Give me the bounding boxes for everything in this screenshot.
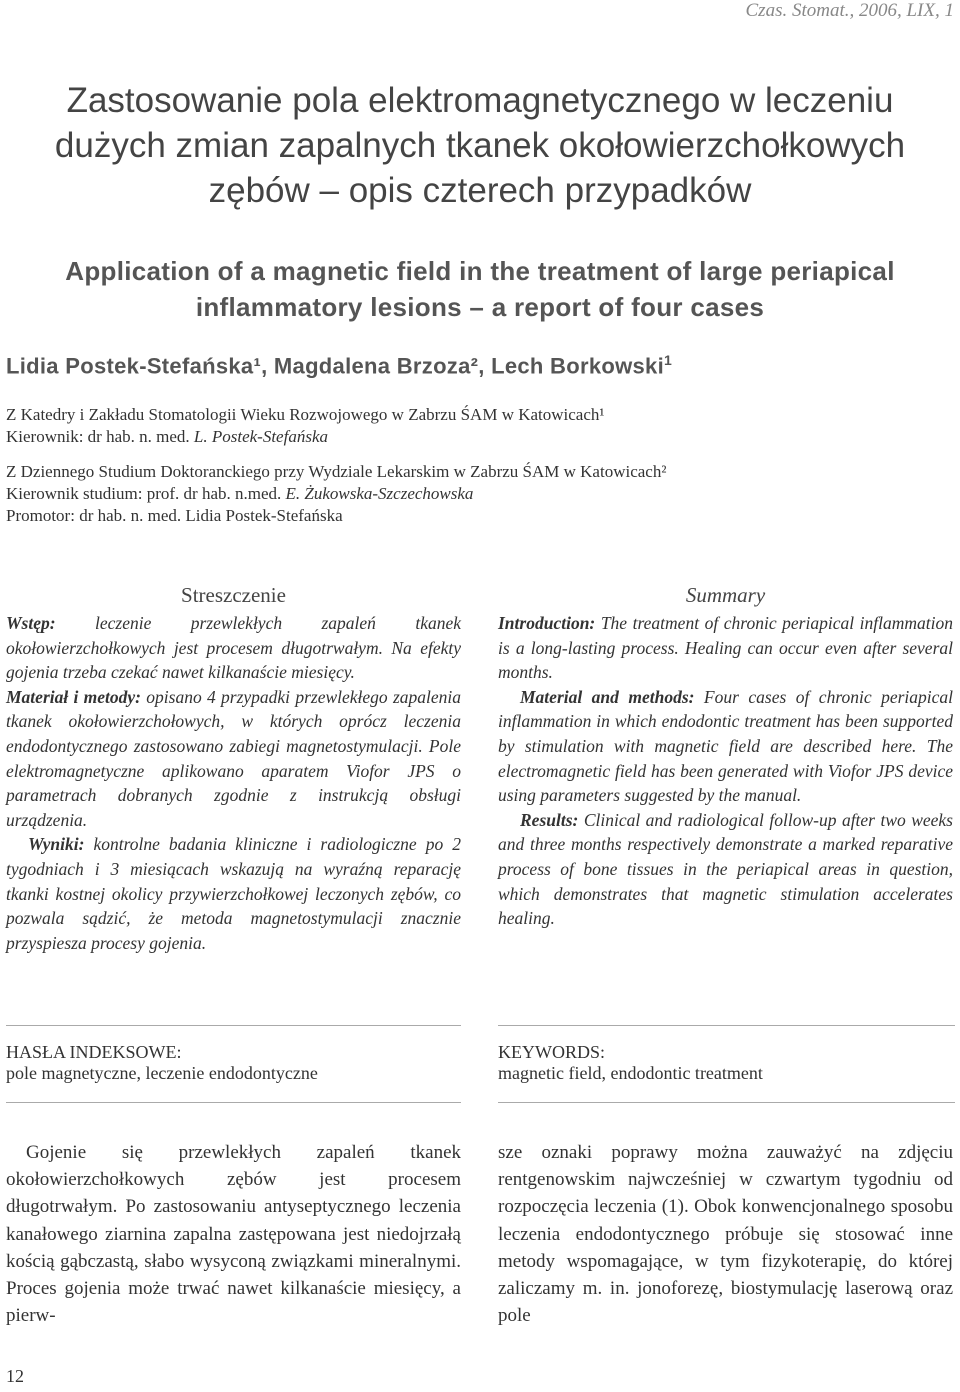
keywords-polish	[6, 1042, 318, 1084]
abstract-label: Introduction:	[498, 613, 596, 633]
abstract-label: Materiał i metody:	[6, 686, 141, 707]
abstract-paragraph	[6, 832, 461, 955]
abstract-paragraph	[498, 808, 953, 931]
title-english-line: Application of a magnetic field in the treatment of large periapical	[65, 256, 895, 286]
affiliation-2	[6, 461, 666, 527]
body-text-right: sze oznaki poprawy można zauważyć na zdjęciu rentgenowskim najwcześniej w czwartym tygodniu od rozpoczęcia leczenia (1). Obok konwencjonalnego sposobu leczenia endodontycznego próbuje się stosować inne metody wspomagające, w tym fizykoterapię, do której zaliczamy m. in. jonoforezę, biostymulację laserową oraz pole	[498, 1142, 953, 1327]
abstract-text: The treatment of chronic periapical inflammation is a long-lasting process. Healing can occur even after several months.	[498, 613, 953, 683]
journal-citation: Czas. Stomat., 2006, LIX, 1	[745, 0, 954, 21]
affiliation-1	[6, 404, 605, 448]
keywords-english	[498, 1042, 763, 1084]
divider-top-left	[6, 1025, 461, 1026]
author-list	[6, 352, 672, 379]
abstract-label: Results:	[520, 809, 579, 830]
affiliation-head-name: E. Żukowska-Szczechowska	[285, 484, 474, 503]
abstract-paragraph	[498, 611, 953, 685]
author-superscript: 1	[664, 352, 673, 368]
affiliation-head-prefix: Kierownik studium: prof. dr hab. n.med.	[6, 484, 286, 503]
abstract-paragraph	[498, 685, 953, 808]
abstract-label: Wyniki:	[28, 834, 85, 855]
title-polish-line: dużych zmian zapalnych tkanek okołowierzchołkowych	[54, 126, 906, 165]
title-polish-line: zębów – opis czterech przypadków	[208, 171, 752, 210]
page-number: 12	[6, 1366, 24, 1386]
abstract-label: Material and methods:	[520, 686, 695, 707]
abstract-english	[498, 583, 953, 931]
title-english	[0, 253, 960, 325]
abstract-body	[498, 611, 953, 931]
keywords-heading: HASŁA INDEKSOWE:	[6, 1042, 182, 1062]
affiliation-promotor: Promotor: dr hab. n. med. Lidia Postek-Stefańska	[6, 506, 343, 525]
abstract-heading: Streszczenie	[181, 583, 286, 607]
abstract-heading: Summary	[685, 583, 766, 607]
abstract-label: Wstęp:	[6, 613, 56, 633]
abstract-text: opisano 4 przypadki przewlekłego zapalenia tkanek okołowierzchołowych, w których oprócz leczenia endodontycznego zastosowano zabiegi magnetostymulacji. Pole elektromagnetyczne aplikowano aparatem Viofor JPS o parametrach dobranych zgodnie z instrukcją obsługi urządzenia.	[6, 686, 461, 830]
keywords-value: pole magnetyczne, leczenie endodontyczne	[6, 1063, 318, 1083]
body-text-left: Gojenie się przewlekłych zapaleń tkanek okołowierzchołkowych zębów jest procesem długotrwałym. Po zastosowaniu antyseptycznego leczenia kanałowego ziarnina zapalna zastępowana jest niedojrzałą kością gąbczastą, słabo wysyconą związkami mineralnymi. Proces gojenia może trwać nawet kilkanaście miesięcy, a pierw-	[6, 1142, 461, 1327]
keywords-value: magnetic field, endodontic treatment	[498, 1063, 763, 1083]
affiliation-line: Z Katedry i Zakładu Stomatologii Wieku Rozwojowego w Zabrzu ŚAM w Katowicach¹	[6, 405, 605, 424]
abstract-polish	[6, 583, 461, 955]
title-english-line: inflammatory lesions – a report of four cases	[195, 292, 765, 322]
affiliation-head-prefix: Kierownik: dr hab. n. med.	[6, 427, 194, 446]
affiliation-head-name: L. Postek-Stefańska	[193, 427, 328, 446]
abstract-body	[6, 611, 461, 955]
abstract-text: kontrolne badania kliniczne i radiologiczne po 2 tygodniach i 3 miesiącach wskazują na wyraźną reparację tkanki kostnej okolicy przywierzchołkowej leczonych zębów, co pozwala sądzić, że metoda magnetostymulacji znacznie przyspiesza procesy gojenia.	[6, 834, 461, 953]
keywords-heading: KEYWORDS:	[498, 1042, 605, 1062]
abstract-paragraph	[6, 611, 461, 685]
abstract-text: Clinical and radiological follow-up after two weeks and three months respectively demonstrate a marked reparative process of bone tissues in the periapical areas in question, which demonstrates that magnetic stimulation accelerates healing.	[498, 809, 953, 929]
title-polish-line: Zastosowanie pola elektromagnetycznego w leczeniu	[66, 81, 894, 120]
title-polish	[0, 78, 960, 213]
affiliation-head-line	[6, 483, 666, 505]
divider-bottom-left	[6, 1102, 461, 1103]
affiliation-line: Z Dziennego Studium Doktoranckiego przy Wydziale Lekarskim w Zabrzu ŚAM w Katowicach²	[6, 462, 667, 481]
affiliation-head-line	[6, 426, 605, 448]
divider-bottom-right	[498, 1102, 955, 1103]
abstract-text: leczenie przewlekłych zapaleń tkanek okołowierzchołkowych jest procesem długotrwałym. Na efekty gojenia trzeba czekać nawet kilkanaście miesięcy.	[6, 613, 461, 683]
divider-top-right	[498, 1025, 955, 1026]
abstract-paragraph	[6, 685, 461, 833]
authors-text: Lidia Postek-Stefańska¹, Magdalena Brzoza², Lech Borkowski	[6, 353, 665, 379]
abstract-text: Four cases of chronic periapical inflammation in which endodontic treatment has been supported by stimulation with magnetic field are described here. The electromagnetic field has been generated with Viofor JPS device using parameters suggested by the manual.	[498, 686, 953, 806]
